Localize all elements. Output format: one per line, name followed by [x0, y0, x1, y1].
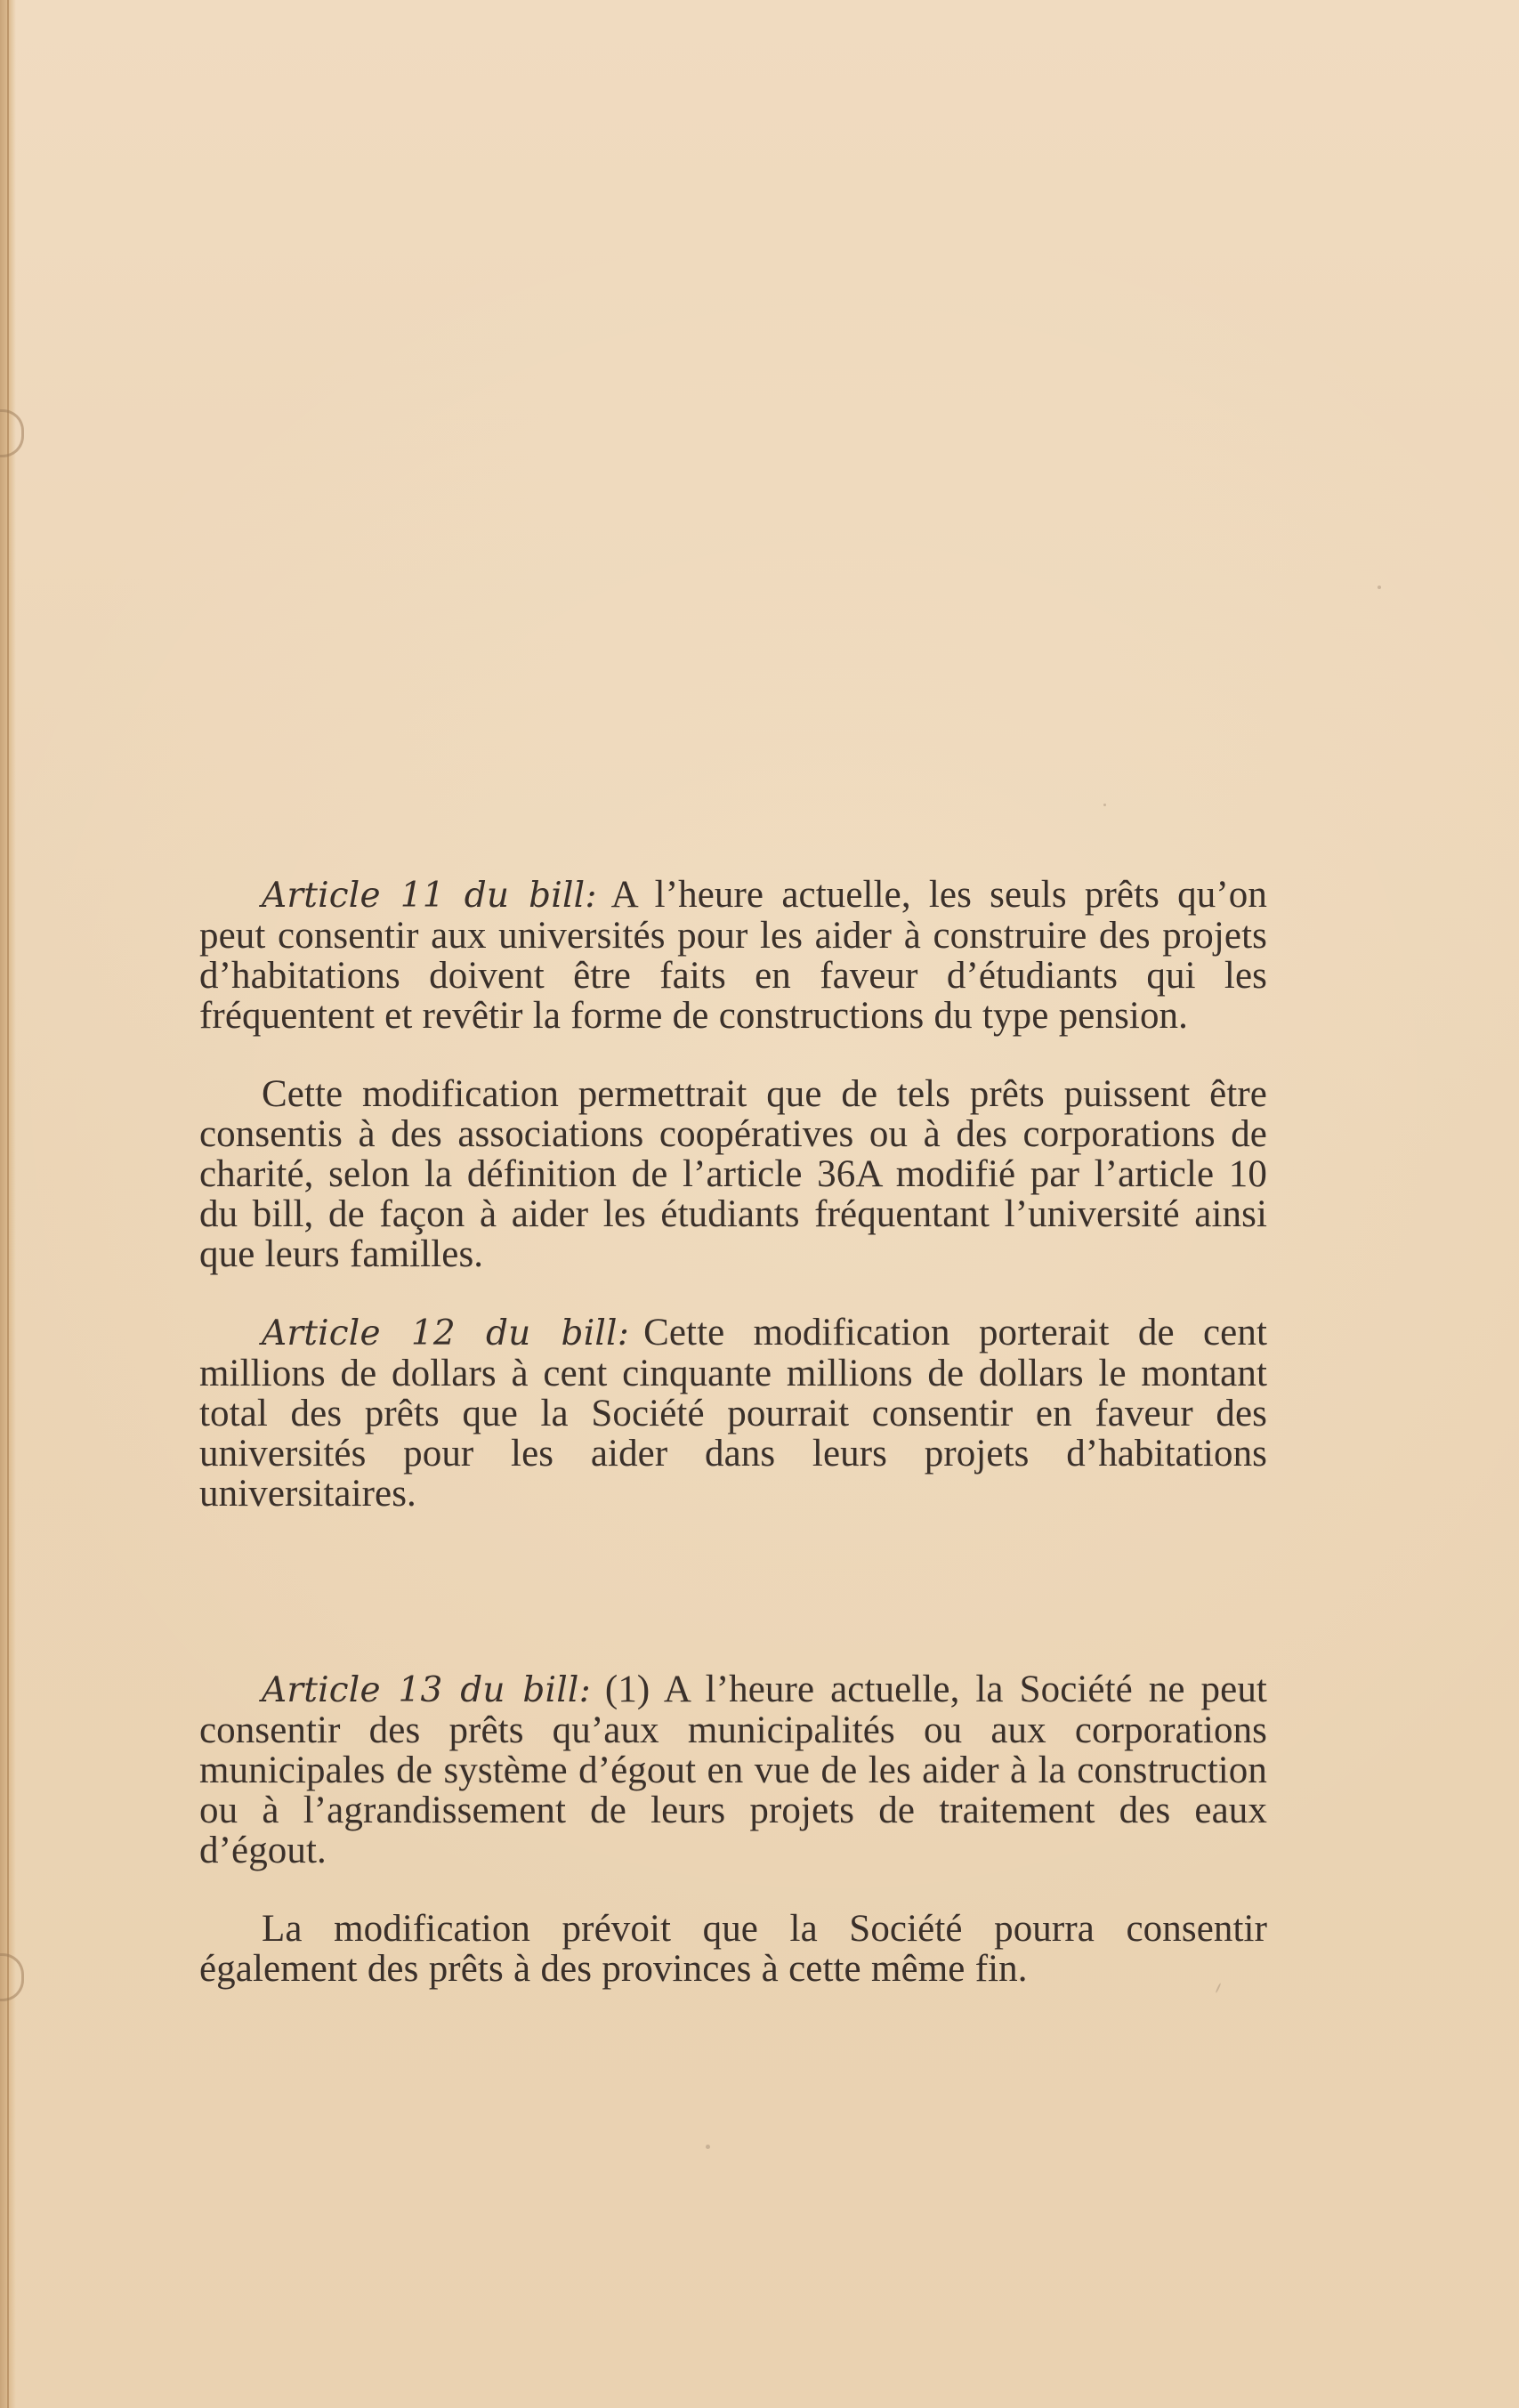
document-body	[199, 836, 1267, 2027]
article-13-followup-paragraph	[199, 1909, 1267, 1989]
article-13-paragraph	[199, 1669, 1267, 1871]
article-12-paragraph	[199, 1313, 1267, 1514]
article-13-text: (1) A l’heure actuelle, la Société ne peut consentir des prêts qu’aux municipalités ou aux corporations municipales de système d’égout en vue de les aider à la construction ou à l’agrandissement de leurs projets de traitement des eaux d’égout.	[199, 1669, 1267, 1871]
article-11-label: Article 11 du bill:	[262, 876, 597, 916]
article-12-label: Article 12 du bill:	[262, 1313, 630, 1353]
binding-hole-mark	[0, 409, 24, 457]
binding-hole-mark	[0, 1953, 24, 2001]
article-11-paragraph	[199, 875, 1267, 1036]
paper-speck	[1103, 804, 1106, 806]
article-11-followup-text: Cette modification permettrait que de tels prêts puissent être consentis à des associations coopératives ou à des corporations de charité, selon la définition de l’article 36A modifié par l’article 10 du bill, de façon à aider les étudiants fréquentant l’université ainsi que leurs familles.	[199, 1073, 1267, 1275]
paper-speck	[1378, 586, 1381, 589]
article-12-text: Cette modification porterait de cent millions de dollars à cent cinquante millions de dollars le montant total des prêts que la Société pourrait consentir en faveur des universités pour les aider dans leurs projets d’habitations universitaires.	[199, 1312, 1267, 1515]
article-13-label: Article 13 du bill:	[262, 1670, 591, 1710]
page-binding-line	[7, 0, 9, 2408]
article-11-text: A l’heure actuelle, les seuls prêts qu’on peut consentir aux universités pour les aider à construire des projets d’habitations doivent être faits en faveur d’étudiants qui les fréquentent et revêtir la forme de constructions du type pension.	[199, 874, 1267, 1037]
article-11-followup-paragraph	[199, 1074, 1267, 1274]
article-13-followup-text: La modification prévoit que la Société pourra consentir également des prêts à des provinces à cette même fin.	[199, 1908, 1267, 1990]
paper-speck	[706, 2145, 710, 2149]
